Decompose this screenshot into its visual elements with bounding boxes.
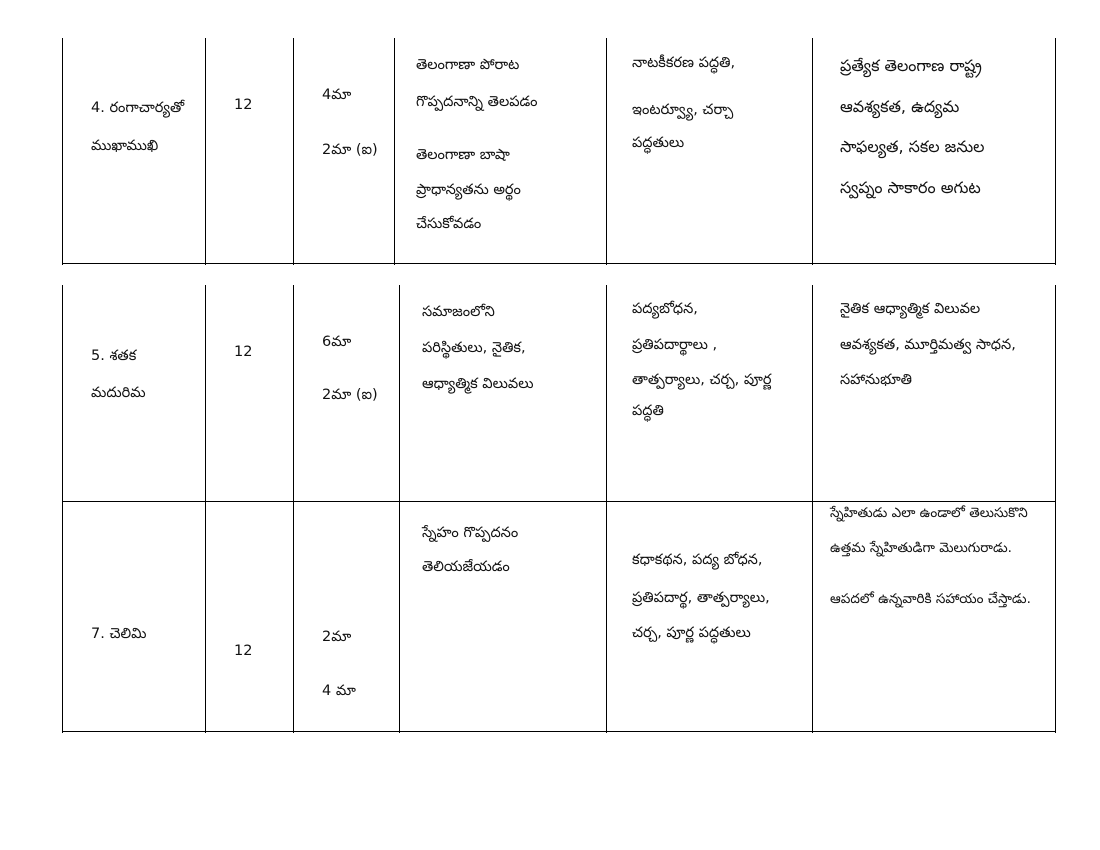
column-divider xyxy=(205,285,206,733)
method-text: ప్రతిపదార్థాలు , xyxy=(632,337,718,353)
value-text: స్నేహితుడు ఎలా ఉండాలో తెలుసుకొని xyxy=(830,505,1028,521)
objective-text: గొప్పదనాన్ని తెలపడం xyxy=(416,94,538,110)
objective-text: సమాజంలోని xyxy=(422,304,495,320)
column-divider xyxy=(399,285,400,733)
periods-count: 12 xyxy=(234,97,253,113)
method-text: పద్యబోధన, xyxy=(632,301,698,317)
column-divider xyxy=(293,285,294,733)
value-text: ఆవశ్యకత, ఉద్యమ xyxy=(840,97,960,116)
method-text: ఇంటర్వ్యూ, చర్చా xyxy=(632,102,734,118)
method-text: కధాకథన, పద్య బోధన, xyxy=(632,552,763,568)
column-divider xyxy=(62,38,63,265)
lesson-name: 4. రంగాచార్యతో xyxy=(91,100,185,116)
marks-value: 6మా xyxy=(322,334,352,350)
column-divider xyxy=(606,285,607,733)
value-text: ఆపదలో ఉన్నవారికి సహాయం చేస్తాడు. xyxy=(830,591,1031,607)
marks-value: 4 మా xyxy=(322,683,356,699)
method-text: తాత్పర్యాలు, చర్చ, పూర్ణ xyxy=(632,372,772,388)
value-text: ఆవశ్యకత, మూర్తిమత్వ సాధన, xyxy=(840,337,1016,353)
column-divider xyxy=(812,38,813,265)
lesson-name: 7. చెలిమి xyxy=(91,626,147,642)
row-divider xyxy=(62,501,1056,502)
marks-value: 2మా (ఐ) xyxy=(322,387,378,403)
value-text: సాఫల్యత, సకల జనుల xyxy=(840,137,985,156)
method-text: చర్చ, పూర్ణ పద్ధతులు xyxy=(632,625,751,641)
row-bottom-border xyxy=(62,263,1056,264)
objective-text: తెలియజేయడం xyxy=(422,559,510,575)
value-text: స్వప్నం సాకారం అగుట xyxy=(840,178,981,197)
marks-value: 4మా xyxy=(322,87,352,103)
lesson-name: 5. శతక xyxy=(91,348,137,364)
objective-text: ప్రాధాన్యతను అర్థం xyxy=(416,182,521,198)
method-text: పద్ధతులు xyxy=(632,135,685,151)
value-text: ఉత్తమ స్నేహితుడిగా మెలుగురాడు. xyxy=(830,540,1012,556)
table-block-2 xyxy=(62,285,1056,733)
table-block-1 xyxy=(62,38,1056,265)
method-text: నాటకీకరణ పద్ధతి, xyxy=(632,55,736,71)
column-divider xyxy=(1055,285,1056,733)
lesson-name: మదురిమ xyxy=(91,385,146,401)
column-divider xyxy=(812,285,813,733)
objective-text: స్నేహం గొప్పదనం xyxy=(422,525,519,541)
column-divider xyxy=(1055,38,1056,265)
method-text: పద్ధతి xyxy=(632,403,664,419)
objective-text: తెలంగాణా పోరాట xyxy=(416,57,520,73)
value-text: నైతిక ఆధ్యాత్మిక విలువల xyxy=(840,301,981,317)
marks-value: 2మా xyxy=(322,629,352,645)
column-divider xyxy=(394,38,395,265)
column-divider xyxy=(606,38,607,265)
column-divider xyxy=(293,38,294,265)
value-text: సహానుభూతి xyxy=(840,372,912,388)
objective-text: చేసుకోవడం xyxy=(416,216,482,232)
row-bottom-border xyxy=(62,731,1056,732)
marks-value: 2మా (ఐ) xyxy=(322,142,378,158)
method-text: ప్రతిపదార్థ, తాత్పర్యాలు, xyxy=(632,590,770,606)
value-text: ప్రత్యేక తెలంగాణ రాష్ట్ర xyxy=(840,56,982,75)
objective-text: పరిస్థితులు, నైతిక, xyxy=(422,340,526,356)
column-divider xyxy=(205,38,206,265)
column-divider xyxy=(62,285,63,733)
objective-text: తెలంగాణా బాషా xyxy=(416,147,510,163)
periods-count: 12 xyxy=(234,344,253,360)
periods-count: 12 xyxy=(234,643,253,659)
objective-text: ఆధ్యాత్మిక విలువలు xyxy=(422,376,534,392)
lesson-name: ముఖాముఖి xyxy=(91,138,159,154)
